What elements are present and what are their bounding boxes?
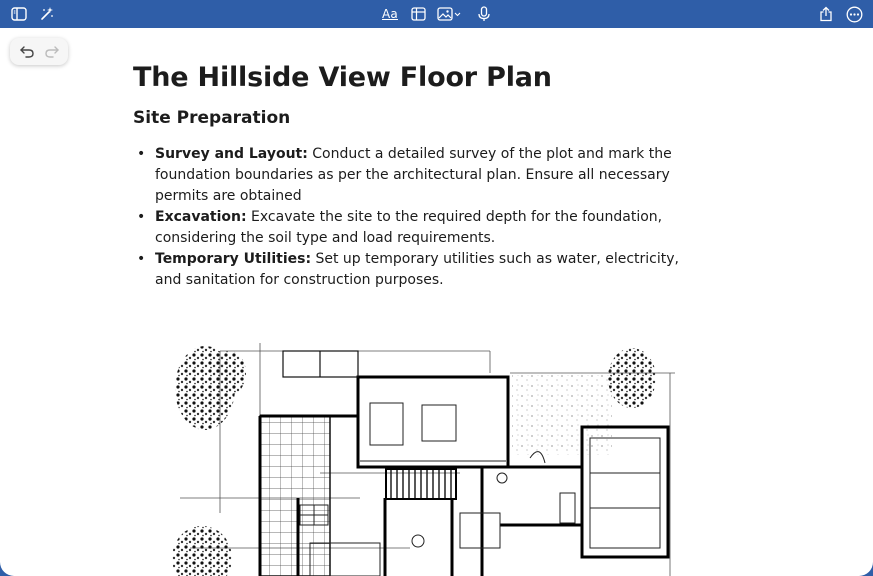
image-icon[interactable] [437, 4, 463, 24]
bullet-text: Excavate the site to the required depth for the foundation, considering the soil type and load requirements. [155, 209, 663, 246]
list-item[interactable] [135, 207, 705, 249]
section-heading[interactable]: Site Preparation [133, 108, 291, 128]
title-bar [0, 0, 873, 28]
list-item[interactable] [135, 144, 705, 207]
undo-redo-group [10, 38, 68, 65]
more-icon[interactable] [844, 4, 864, 24]
table-icon[interactable] [408, 4, 428, 24]
bullet-text: Conduct a detailed survey of the plot and mark the foundation boundaries as per the architectural plan. Ensure all necessary permits are obtained [155, 146, 672, 204]
document-window [0, 28, 873, 576]
bullet-list [135, 144, 705, 291]
share-icon[interactable] [816, 4, 836, 24]
floor-plan-image[interactable] [160, 313, 680, 576]
redo-icon[interactable] [42, 42, 62, 62]
bullet-label: Temporary Utilities: [155, 251, 312, 267]
document-title[interactable]: The Hillside View Floor Plan [133, 62, 552, 93]
magic-wand-icon[interactable] [37, 4, 57, 24]
undo-icon[interactable] [17, 42, 37, 62]
list-item[interactable] [135, 249, 705, 291]
bullet-label: Survey and Layout: [155, 146, 308, 162]
bullet-label: Excavation: [155, 209, 247, 225]
microphone-icon[interactable] [474, 4, 494, 24]
text-format-icon[interactable]: Aa [382, 7, 398, 21]
sidebar-icon[interactable] [9, 4, 29, 24]
bullet-text: Set up temporary utilities such as water, electricity, and sanitation for construction purposes. [155, 251, 679, 288]
